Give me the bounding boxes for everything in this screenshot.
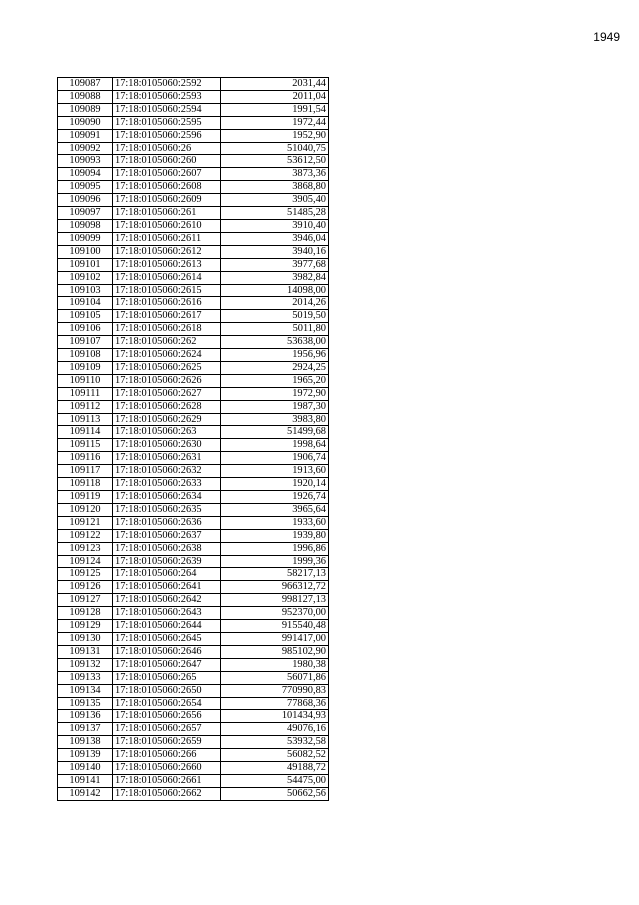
value-cell: 1939,80 xyxy=(221,529,329,542)
cadastral-number-cell: 17:18:0105060:2628 xyxy=(113,400,221,413)
value-cell: 966312,72 xyxy=(221,581,329,594)
cadastral-number-cell: 17:18:0105060:2643 xyxy=(113,607,221,620)
row-number-cell: 109117 xyxy=(58,465,113,478)
table-row xyxy=(58,245,329,258)
cadastral-number-cell: 17:18:0105060:2627 xyxy=(113,387,221,400)
value-cell: 3868,80 xyxy=(221,181,329,194)
row-number-cell: 109140 xyxy=(58,762,113,775)
row-number-cell: 109127 xyxy=(58,594,113,607)
table-row xyxy=(58,387,329,400)
value-cell: 5019,50 xyxy=(221,310,329,323)
row-number-cell: 109098 xyxy=(58,219,113,232)
row-number-cell: 109125 xyxy=(58,568,113,581)
cadastral-number-cell: 17:18:0105060:2637 xyxy=(113,529,221,542)
cadastral-number-cell: 17:18:0105060:2644 xyxy=(113,620,221,633)
table-row xyxy=(58,400,329,413)
row-number-cell: 109138 xyxy=(58,736,113,749)
cadastral-number-cell: 17:18:0105060:2638 xyxy=(113,542,221,555)
value-cell: 985102,90 xyxy=(221,645,329,658)
cadastral-number-cell: 17:18:0105060:2594 xyxy=(113,103,221,116)
row-number-cell: 109126 xyxy=(58,581,113,594)
row-number-cell: 109118 xyxy=(58,478,113,491)
table-row xyxy=(58,684,329,697)
registry-table xyxy=(57,77,329,801)
cadastral-number-cell: 17:18:0105060:2632 xyxy=(113,465,221,478)
cadastral-number-cell: 17:18:0105060:2624 xyxy=(113,349,221,362)
value-cell: 1991,54 xyxy=(221,103,329,116)
value-cell: 49076,16 xyxy=(221,723,329,736)
row-number-cell: 109120 xyxy=(58,503,113,516)
row-number-cell: 109090 xyxy=(58,116,113,129)
value-cell: 3873,36 xyxy=(221,168,329,181)
table-row xyxy=(58,632,329,645)
table-row xyxy=(58,620,329,633)
row-number-cell: 109106 xyxy=(58,323,113,336)
cadastral-number-cell: 17:18:0105060:2635 xyxy=(113,503,221,516)
value-cell: 101434,93 xyxy=(221,710,329,723)
cadastral-number-cell: 17:18:0105060:2595 xyxy=(113,116,221,129)
row-number-cell: 109110 xyxy=(58,374,113,387)
row-number-cell: 109129 xyxy=(58,620,113,633)
table-row xyxy=(58,413,329,426)
table-row xyxy=(58,762,329,775)
row-number-cell: 109102 xyxy=(58,271,113,284)
cadastral-number-cell: 17:18:0105060:2662 xyxy=(113,787,221,800)
row-number-cell: 109108 xyxy=(58,349,113,362)
value-cell: 51485,28 xyxy=(221,207,329,220)
cadastral-number-cell: 17:18:0105060:2636 xyxy=(113,516,221,529)
value-cell: 3940,16 xyxy=(221,245,329,258)
table-row xyxy=(58,90,329,103)
cadastral-number-cell: 17:18:0105060:261 xyxy=(113,207,221,220)
value-cell: 51040,75 xyxy=(221,142,329,155)
row-number-cell: 109092 xyxy=(58,142,113,155)
cadastral-number-cell: 17:18:0105060:2611 xyxy=(113,232,221,245)
table-row xyxy=(58,710,329,723)
value-cell: 77868,36 xyxy=(221,697,329,710)
value-cell: 1965,20 xyxy=(221,374,329,387)
value-cell: 1920,14 xyxy=(221,478,329,491)
table-row xyxy=(58,555,329,568)
value-cell: 3977,68 xyxy=(221,258,329,271)
value-cell: 1999,36 xyxy=(221,555,329,568)
table-row xyxy=(58,310,329,323)
cadastral-number-cell: 17:18:0105060:26 xyxy=(113,142,221,155)
table-row xyxy=(58,103,329,116)
cadastral-number-cell: 17:18:0105060:260 xyxy=(113,155,221,168)
row-number-cell: 109139 xyxy=(58,749,113,762)
row-number-cell: 109124 xyxy=(58,555,113,568)
table-row xyxy=(58,452,329,465)
table-row xyxy=(58,323,329,336)
table-row xyxy=(58,594,329,607)
cadastral-number-cell: 17:18:0105060:2634 xyxy=(113,491,221,504)
cadastral-number-cell: 17:18:0105060:2645 xyxy=(113,632,221,645)
cadastral-number-cell: 17:18:0105060:264 xyxy=(113,568,221,581)
value-cell: 3982,84 xyxy=(221,271,329,284)
table-row xyxy=(58,258,329,271)
value-cell: 58217,13 xyxy=(221,568,329,581)
row-number-cell: 109131 xyxy=(58,645,113,658)
row-number-cell: 109113 xyxy=(58,413,113,426)
value-cell: 1952,90 xyxy=(221,129,329,142)
cadastral-number-cell: 17:18:0105060:2625 xyxy=(113,361,221,374)
row-number-cell: 109114 xyxy=(58,426,113,439)
cadastral-number-cell: 17:18:0105060:266 xyxy=(113,749,221,762)
value-cell: 3905,40 xyxy=(221,194,329,207)
table-row xyxy=(58,426,329,439)
table-row xyxy=(58,645,329,658)
page-number: 1949 xyxy=(593,30,620,44)
value-cell: 1956,96 xyxy=(221,349,329,362)
table-row xyxy=(58,723,329,736)
cadastral-number-cell: 17:18:0105060:2614 xyxy=(113,271,221,284)
row-number-cell: 109091 xyxy=(58,129,113,142)
cadastral-number-cell: 17:18:0105060:2647 xyxy=(113,658,221,671)
value-cell: 56082,52 xyxy=(221,749,329,762)
row-number-cell: 109112 xyxy=(58,400,113,413)
table-row xyxy=(58,284,329,297)
row-number-cell: 109135 xyxy=(58,697,113,710)
row-number-cell: 109104 xyxy=(58,297,113,310)
table-row xyxy=(58,658,329,671)
cadastral-number-cell: 17:18:0105060:2609 xyxy=(113,194,221,207)
table-row xyxy=(58,503,329,516)
table-row xyxy=(58,155,329,168)
table-row xyxy=(58,516,329,529)
table-row xyxy=(58,465,329,478)
row-number-cell: 109141 xyxy=(58,774,113,787)
row-number-cell: 109119 xyxy=(58,491,113,504)
row-number-cell: 109132 xyxy=(58,658,113,671)
cadastral-number-cell: 17:18:0105060:262 xyxy=(113,336,221,349)
table-row xyxy=(58,491,329,504)
row-number-cell: 109136 xyxy=(58,710,113,723)
table-row xyxy=(58,787,329,800)
table-row xyxy=(58,78,329,91)
cadastral-number-cell: 17:18:0105060:2661 xyxy=(113,774,221,787)
cadastral-number-cell: 17:18:0105060:2615 xyxy=(113,284,221,297)
table-row xyxy=(58,671,329,684)
row-number-cell: 109115 xyxy=(58,439,113,452)
cadastral-number-cell: 17:18:0105060:2616 xyxy=(113,297,221,310)
value-cell: 998127,13 xyxy=(221,594,329,607)
table-row xyxy=(58,219,329,232)
cadastral-number-cell: 17:18:0105060:2642 xyxy=(113,594,221,607)
table-row xyxy=(58,529,329,542)
cadastral-number-cell: 17:18:0105060:2607 xyxy=(113,168,221,181)
table-row xyxy=(58,142,329,155)
value-cell: 1980,38 xyxy=(221,658,329,671)
value-cell: 2014,26 xyxy=(221,297,329,310)
cadastral-number-cell: 17:18:0105060:2631 xyxy=(113,452,221,465)
cadastral-number-cell: 17:18:0105060:2592 xyxy=(113,78,221,91)
table-row xyxy=(58,581,329,594)
table-row xyxy=(58,439,329,452)
cadastral-number-cell: 17:18:0105060:2596 xyxy=(113,129,221,142)
value-cell: 1926,74 xyxy=(221,491,329,504)
row-number-cell: 109099 xyxy=(58,232,113,245)
row-number-cell: 109096 xyxy=(58,194,113,207)
row-number-cell: 109107 xyxy=(58,336,113,349)
cadastral-number-cell: 17:18:0105060:2626 xyxy=(113,374,221,387)
cadastral-number-cell: 17:18:0105060:2639 xyxy=(113,555,221,568)
value-cell: 3965,64 xyxy=(221,503,329,516)
table-row xyxy=(58,542,329,555)
cadastral-number-cell: 17:18:0105060:2646 xyxy=(113,645,221,658)
value-cell: 952370,00 xyxy=(221,607,329,620)
table-row xyxy=(58,271,329,284)
value-cell: 50662,56 xyxy=(221,787,329,800)
row-number-cell: 109087 xyxy=(58,78,113,91)
value-cell: 51499,68 xyxy=(221,426,329,439)
row-number-cell: 109123 xyxy=(58,542,113,555)
value-cell: 53612,50 xyxy=(221,155,329,168)
row-number-cell: 109094 xyxy=(58,168,113,181)
value-cell: 1933,60 xyxy=(221,516,329,529)
value-cell: 2924,25 xyxy=(221,361,329,374)
cadastral-number-cell: 17:18:0105060:2641 xyxy=(113,581,221,594)
table-row xyxy=(58,181,329,194)
cadastral-number-cell: 17:18:0105060:2608 xyxy=(113,181,221,194)
table-row xyxy=(58,129,329,142)
cadastral-number-cell: 17:18:0105060:2630 xyxy=(113,439,221,452)
cadastral-number-cell: 17:18:0105060:2656 xyxy=(113,710,221,723)
value-cell: 3910,40 xyxy=(221,219,329,232)
value-cell: 1972,44 xyxy=(221,116,329,129)
registry-table-body xyxy=(58,78,329,801)
row-number-cell: 109130 xyxy=(58,632,113,645)
row-number-cell: 109105 xyxy=(58,310,113,323)
value-cell: 49188,72 xyxy=(221,762,329,775)
value-cell: 2011,04 xyxy=(221,90,329,103)
value-cell: 770990,83 xyxy=(221,684,329,697)
value-cell: 1972,90 xyxy=(221,387,329,400)
cadastral-number-cell: 17:18:0105060:2613 xyxy=(113,258,221,271)
cadastral-number-cell: 17:18:0105060:2660 xyxy=(113,762,221,775)
row-number-cell: 109095 xyxy=(58,181,113,194)
cadastral-number-cell: 17:18:0105060:2657 xyxy=(113,723,221,736)
table-row xyxy=(58,374,329,387)
row-number-cell: 109103 xyxy=(58,284,113,297)
row-number-cell: 109100 xyxy=(58,245,113,258)
cadastral-number-cell: 17:18:0105060:2617 xyxy=(113,310,221,323)
row-number-cell: 109089 xyxy=(58,103,113,116)
cadastral-number-cell: 17:18:0105060:2659 xyxy=(113,736,221,749)
row-number-cell: 109133 xyxy=(58,671,113,684)
cadastral-number-cell: 17:18:0105060:2650 xyxy=(113,684,221,697)
value-cell: 1987,30 xyxy=(221,400,329,413)
value-cell: 56071,86 xyxy=(221,671,329,684)
table-row xyxy=(58,336,329,349)
cadastral-number-cell: 17:18:0105060:2612 xyxy=(113,245,221,258)
value-cell: 14098,00 xyxy=(221,284,329,297)
table-row xyxy=(58,568,329,581)
row-number-cell: 109121 xyxy=(58,516,113,529)
table-row xyxy=(58,194,329,207)
table-row xyxy=(58,736,329,749)
table-row xyxy=(58,774,329,787)
value-cell: 54475,00 xyxy=(221,774,329,787)
table-row xyxy=(58,168,329,181)
value-cell: 53932,58 xyxy=(221,736,329,749)
cadastral-number-cell: 17:18:0105060:2654 xyxy=(113,697,221,710)
table-row xyxy=(58,232,329,245)
cadastral-number-cell: 17:18:0105060:2610 xyxy=(113,219,221,232)
table-row xyxy=(58,361,329,374)
table-row xyxy=(58,297,329,310)
row-number-cell: 109128 xyxy=(58,607,113,620)
table-row xyxy=(58,116,329,129)
table-row xyxy=(58,607,329,620)
row-number-cell: 109097 xyxy=(58,207,113,220)
table-row xyxy=(58,349,329,362)
value-cell: 991417,00 xyxy=(221,632,329,645)
cadastral-number-cell: 17:18:0105060:263 xyxy=(113,426,221,439)
table-row xyxy=(58,697,329,710)
row-number-cell: 109088 xyxy=(58,90,113,103)
row-number-cell: 109101 xyxy=(58,258,113,271)
value-cell: 5011,80 xyxy=(221,323,329,336)
cadastral-number-cell: 17:18:0105060:2629 xyxy=(113,413,221,426)
cadastral-number-cell: 17:18:0105060:2618 xyxy=(113,323,221,336)
row-number-cell: 109137 xyxy=(58,723,113,736)
table-row xyxy=(58,749,329,762)
row-number-cell: 109111 xyxy=(58,387,113,400)
cadastral-number-cell: 17:18:0105060:2633 xyxy=(113,478,221,491)
cadastral-number-cell: 17:18:0105060:265 xyxy=(113,671,221,684)
value-cell: 3946,04 xyxy=(221,232,329,245)
row-number-cell: 109142 xyxy=(58,787,113,800)
row-number-cell: 109122 xyxy=(58,529,113,542)
value-cell: 3983,80 xyxy=(221,413,329,426)
cadastral-number-cell: 17:18:0105060:2593 xyxy=(113,90,221,103)
value-cell: 1996,86 xyxy=(221,542,329,555)
value-cell: 2031,44 xyxy=(221,78,329,91)
table-row xyxy=(58,478,329,491)
value-cell: 915540,48 xyxy=(221,620,329,633)
row-number-cell: 109093 xyxy=(58,155,113,168)
value-cell: 53638,00 xyxy=(221,336,329,349)
row-number-cell: 109109 xyxy=(58,361,113,374)
table-row xyxy=(58,207,329,220)
value-cell: 1906,74 xyxy=(221,452,329,465)
value-cell: 1913,60 xyxy=(221,465,329,478)
value-cell: 1998,64 xyxy=(221,439,329,452)
row-number-cell: 109134 xyxy=(58,684,113,697)
row-number-cell: 109116 xyxy=(58,452,113,465)
